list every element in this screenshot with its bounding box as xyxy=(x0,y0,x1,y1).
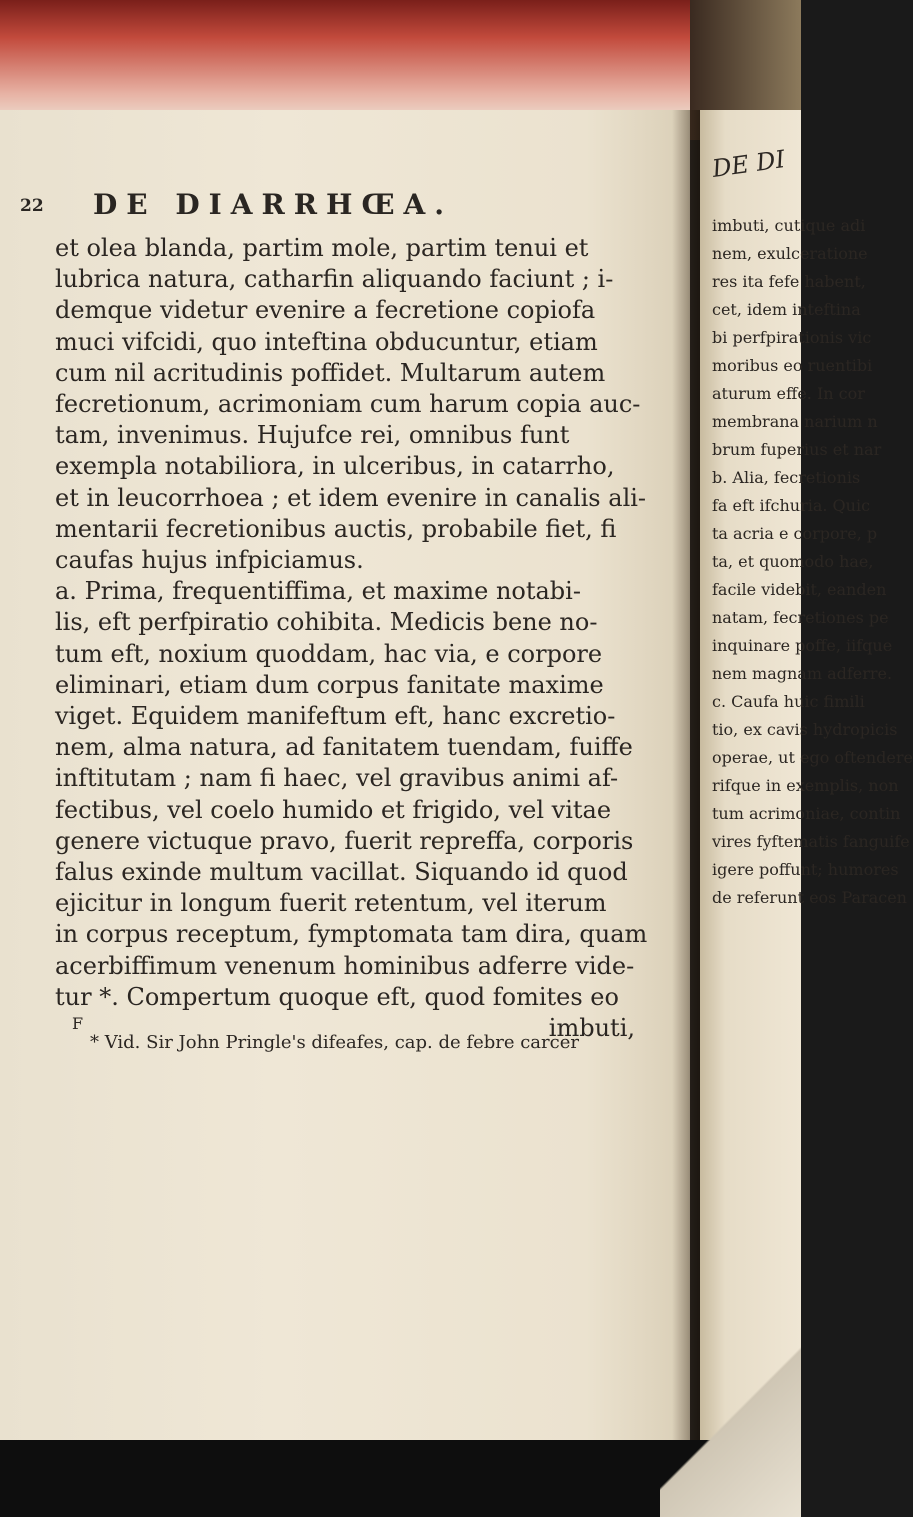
catchword: imbuti, xyxy=(548,1014,635,1043)
fragment-line: aturum effe. In cor xyxy=(712,384,865,403)
text-line: tur *. Compertum quoque eft, quod fomites eo xyxy=(55,982,619,1011)
text-line: nem, alma natura, ad fanitatem tuendam, fuiffe xyxy=(55,733,633,762)
text-line: in corpus receptum, fymptomata tam dira, quam xyxy=(55,920,648,949)
text-line: falus exinde multum vacillat. Siquando id quod xyxy=(55,858,628,887)
text-line: caufas hujus infpiciamus. xyxy=(55,546,364,575)
fragment-line: res ita fefe habent, xyxy=(712,272,866,291)
text-line: tam, invenimus. Hujufce rei, omnibus funt xyxy=(55,421,570,450)
fragment-line: igere poffunt; humores xyxy=(712,860,899,879)
text-line: inftitutam ; nam fi haec, vel gravibus animi af- xyxy=(55,764,619,793)
page-number: 22 xyxy=(20,196,44,216)
fragment-line: fa eft ifchuria. Quic xyxy=(712,496,871,515)
fragment-line: ta acria e corpore, p xyxy=(712,524,878,543)
book-gutter xyxy=(672,110,700,1440)
main-text-block xyxy=(55,233,665,1044)
fragment-line: imbuti, cutique adi xyxy=(712,216,866,235)
text-line: a. Prima, frequentiffima, et maxime notabi- xyxy=(55,577,581,606)
fragment-line: inquinare poffe, iifque xyxy=(712,636,893,655)
fragment-line: c. Caufa huic fimili xyxy=(712,692,865,711)
fragment-line: cet, idem inteftina xyxy=(712,300,861,319)
running-head: DE DIARRHŒA. xyxy=(93,188,453,221)
fragment-line: moribus eo ruentibi xyxy=(712,356,873,375)
fragment-line: operae, ut ego oftendere xyxy=(712,748,913,767)
signature-mark: F xyxy=(72,1014,84,1033)
fragment-line: membrana narium n xyxy=(712,412,878,431)
fragment-line: brum fuperius et nar xyxy=(712,440,882,459)
text-line: et olea blanda, partim mole, partim tenui et xyxy=(55,234,589,262)
fragment-line: rifque in exemplis, non xyxy=(712,776,899,795)
text-line: lubrica natura, catharfin aliquando faciunt ; i- xyxy=(55,265,614,294)
fragment-line: nem magnam adferre. xyxy=(712,664,893,683)
fragment-line: bi perfpirationis vic xyxy=(712,328,872,347)
text-line: ejicitur in longum fuerit retentum, vel iterum xyxy=(55,889,607,918)
fragment-line: facile videbit, eanden xyxy=(712,580,887,599)
text-line: demque videtur evenire a fecretione copiofa xyxy=(55,296,596,325)
right-running-head: DE DI xyxy=(710,145,787,183)
scan-top-background xyxy=(0,0,801,125)
text-line: genere victuque pravo, fuerit repreffa, corporis xyxy=(55,826,634,855)
text-line: fecretionum, acrimoniam cum harum copia auc- xyxy=(55,390,641,419)
text-line: exempla notabiliora, in ulceribus, in catarrho, xyxy=(55,452,615,481)
fragment-line: ta, et quomodo hae, xyxy=(712,552,874,571)
fragment-line: de referunt eos Paracen xyxy=(712,888,907,907)
page-corner-curl xyxy=(660,1330,801,1517)
fragment-line: tio, ex cavis hydropicis xyxy=(712,720,898,739)
text-line: tum eft, noxium quoddam, hac via, e corpore xyxy=(55,639,603,668)
text-line: viget. Equidem manifeftum eft, hanc excretio- xyxy=(55,702,616,731)
text-line: cum nil acritudinis poffidet. Multarum autem xyxy=(55,358,606,387)
fragment-line: nem, exulceratione xyxy=(712,244,868,263)
fragment-line: natam, fecretiones pe xyxy=(712,608,889,627)
text-line: eliminari, etiam dum corpus fanitate maxime xyxy=(55,670,604,699)
text-line: et in leucorrhoea ; et idem evenire in canalis ali- xyxy=(55,483,647,512)
fragment-line: tum acrimoniae, contin xyxy=(712,804,901,823)
text-line: acerbiffimum venenum hominibus adferre vide- xyxy=(55,951,635,980)
text-line: lis, eft perfpiratio cohibita. Medicis bene no- xyxy=(55,608,598,637)
fragment-line: vires fyftematis fanguife xyxy=(712,832,910,851)
footnote: * Vid. Sir John Pringle's difeafes, cap. de febre carcer xyxy=(90,1032,579,1053)
fragment-line: b. Alia, fecretionis xyxy=(712,468,861,487)
right-page-text-fragments xyxy=(712,212,913,912)
text-line: mentarii fecretionibus auctis, probabile fiet, fi xyxy=(55,514,617,543)
text-line: fectibus, vel coelo humido et frigido, vel vitae xyxy=(55,795,612,824)
text-line: muci vifcidi, quo inteftina obducuntur, etiam xyxy=(55,327,598,356)
